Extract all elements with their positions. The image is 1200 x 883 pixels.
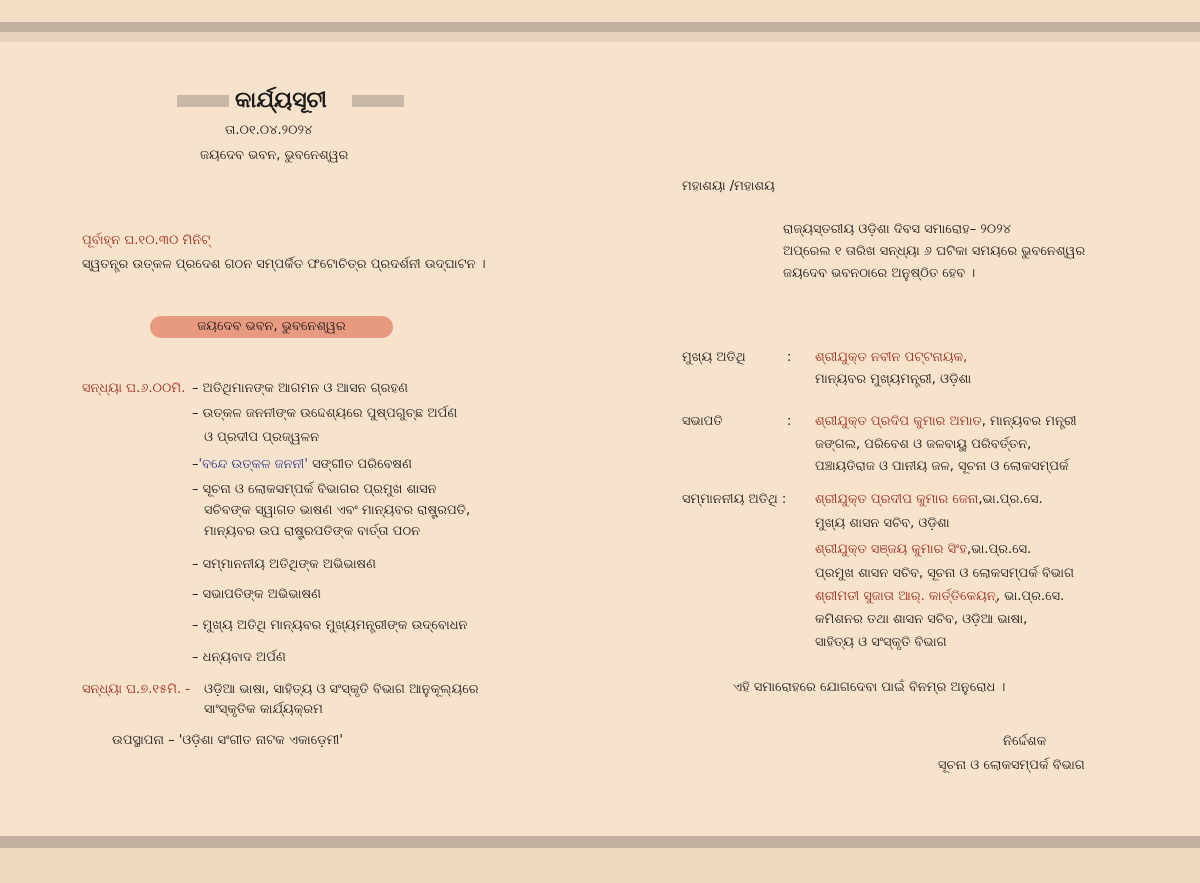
president-line-3: ପଞ୍ଚାୟତିରାଜ ଓ ପାନୀୟ ଜଳ, ସୂଚନା ଓ ଲୋକସମ୍ପର୍କ	[815, 459, 1069, 474]
programme-item-song: –'ବନ୍ଦେ ଉତ୍କଳ ଜନନୀ' ସଙ୍ଗୀତ ପରିବେଷଣ	[192, 457, 412, 472]
title-bar-left	[177, 95, 229, 107]
programme-item: ମାନ୍ୟବର ଉପ ରାଷ୍ଟ୍ରପତିଙ୍କ ବାର୍ତ୍ତା ପଠନ	[204, 524, 421, 539]
president-name: ଶ୍ରୀଯୁକ୍ତ ପ୍ରଦିପ କୁମାର ଅମାତ	[815, 414, 982, 429]
programme-item: – ଧନ୍ୟବାଦ ଅର୍ପଣ	[192, 650, 286, 665]
signature-department: ସୂଚନା ଓ ଲୋକସମ୍ପର୍କ ବିଭାଗ	[938, 758, 1085, 773]
guest-2-title: ପ୍ରମୁଖ ଶାସନ ସଚିବ, ସୂଚନା ଓ ଲୋକସମ୍ପର୍କ ବିଭାଗ	[815, 566, 1074, 581]
guest-3-line	[815, 588, 1064, 606]
page-title: କାର୍ଯ୍ୟସୂଚୀ	[235, 88, 327, 113]
venue-pill-label: ଜୟଦେବ ଭବନ, ଭୁବନେଶ୍ୱର	[197, 319, 346, 334]
attendance-request: ଏହି ସମାରୋହରେ ଯୋଗଦେବା ପାଇଁ ବିନମ୍ର ଅନୁରୋଧ ।	[733, 680, 1006, 695]
bottom-stripe	[0, 836, 1200, 848]
guest-2-name: ଶ୍ରୀଯୁକ୍ତ ସଞ୍ଜୟ କୁମାର ସିଂହ	[815, 542, 967, 557]
guest-1-suffix: ,ଭା.ପ୍ର.ସେ.	[978, 492, 1043, 507]
guest-3-title-1: କମିଶନର ତଥା ଶାସନ ସଚିବ, ଓଡ଼ିଆ ଭାଷା,	[815, 612, 1028, 627]
cultural-line-1: ଓଡ଼ିଆ ଭାଷା, ସାହିତ୍ୟ ଓ ସଂସ୍କୃତି ବିଭାଗ ଆନୁକୂଲ୍ୟରେ	[204, 682, 479, 697]
morning-event: ସ୍ୱତନ୍ତ୍ର ଉତ୍କଳ ପ୍ରଦେଶ ଗଠନ ସମ୍ପର୍କିତ ଫଟୋଚିତ୍ର ପ୍ରଦର୍ଶନୀ ଉଦ୍‌ଘାଟନ ।	[82, 257, 486, 272]
colon: :	[787, 414, 792, 429]
intro-line-2: ଅପ୍ରେଲ ୧ ତାରିଖ ସନ୍ଧ୍ୟା ୬ ଘଟିକା ସମୟରେ ଭୁବନେଶ୍ୱର	[783, 244, 1086, 259]
guest-2-suffix: ,ଭା.ପ୍ର.ସେ.	[966, 542, 1032, 557]
programme-venue: ଜୟଦେବ ଭବନ, ଭୁବନେଶ୍ୱର	[200, 148, 349, 163]
president-line-1	[815, 413, 1077, 431]
programme-item: ସଚିବଙ୍କ ସ୍ୱାଗତ ଭାଷଣ ଏବଂ ମାନ୍ୟବର ରାଷ୍ଟ୍ରପତି,	[204, 503, 471, 518]
bottom-band	[0, 848, 1200, 883]
president-line-2: ଜଙ୍ଗଲ, ପରିବେଶ ଓ ଜଳବାୟୁ ପରିବର୍ତ୍ତନ,	[815, 437, 1032, 452]
guest-1-title: ମୁଖ୍ୟ ଶାସନ ସଚିବ, ଓଡ଼ିଶା	[815, 516, 950, 531]
title-bar-right	[352, 95, 404, 107]
intro-line-1: ରାଜ୍ୟସ୍ତରୀୟ ଓଡ଼ିଶା ଦିବସ ସମାରୋହ– ୨୦୨୪	[783, 222, 1012, 237]
guest-3-title-2: ସାହିତ୍ୟ ଓ ସଂସ୍କୃତି ବିଭାଗ	[815, 635, 947, 650]
programme-date: ତା.୦୧.୦୪.୨୦୨୪	[225, 123, 313, 138]
evening-time-2: ସନ୍ଧ୍ୟା ଘ.୭.୧୫ମି. -	[82, 682, 190, 697]
presentation-credit: ଉପସ୍ଥାପନା – 'ଓଡ଼ିଶା ସଂଗୀତ ନାଟକ ଏକାଡ଼େମୀ'	[112, 733, 343, 748]
colon: :	[787, 350, 792, 365]
guest-2-line	[815, 541, 1031, 559]
guest-3-name: ଶ୍ରୀମତୀ ସୁଜାତା ଆର୍. କାର୍ତ୍ତିକେୟନ୍	[815, 589, 996, 604]
guest-1-name: ଶ୍ରୀଯୁକ୍ତ ପ୍ରଦୀପ କୁମାର ଜେନା	[815, 492, 979, 507]
song-suffix: ସଙ୍ଗୀତ ପରିବେଷଣ	[312, 457, 412, 472]
intro-line-3: ଜୟଦେବ ଭବନଠାରେ ଅନୁଷ୍ଠିତ ହେବ ।	[783, 266, 976, 281]
honoured-guests-label: ସମ୍ମାନନୀୟ ଅତିଥି :	[682, 492, 787, 507]
signature-title: ନିର୍ଦ୍ଦେଶକ	[1003, 734, 1047, 749]
guest-1-line	[815, 491, 1043, 509]
chief-guest-label: ମୁଖ୍ୟ ଅତିଥି	[682, 350, 746, 365]
song-name: 'ବନ୍ଦେ ଉତ୍କଳ ଜନନୀ'	[198, 457, 308, 472]
programme-item: ଓ ପ୍ରଦୀପ ପ୍ରଜ୍ୱଳନ	[204, 430, 320, 445]
cultural-line-2: ସାଂସ୍କୃତିକ କାର୍ଯ୍ୟକ୍ରମ	[204, 702, 323, 717]
guest-3-suffix: , ଭା.ପ୍ର.ସେ.	[995, 589, 1065, 604]
chief-guest-name: ଶ୍ରୀଯୁକ୍ତ ନବୀନ ପଟ୍ଟନାୟକ,	[815, 350, 968, 365]
top-band	[0, 0, 1200, 22]
salutation: ମହାଶୟା /ମହାଶୟ	[682, 179, 775, 194]
programme-item: – ସମ୍ମାନନୀୟ ଅତିଥିଙ୍କ ଅଭିଭାଷଣ	[192, 557, 376, 572]
programme-item: – ମୁଖ୍ୟ ଅତିଥି ମାନ୍ୟବର ମୁଖ୍ୟମନ୍ତ୍ରୀଙ୍କ ଉଦ୍‌ବୋଧନ	[192, 618, 468, 633]
top-stripe-light	[0, 32, 1200, 42]
programme-item: – ଉତ୍କଳ ଜନନୀଙ୍କ ଉଦ୍ଦେଶ୍ୟରେ ପୁଷ୍ପଗୁଚ୍ଛ ଅର୍ପଣ	[192, 406, 458, 421]
president-label: ସଭାପତି	[682, 414, 723, 429]
programme-item: – ଅତିଥିମାନଙ୍କ ଆଗମନ ଓ ଆସନ ଗ୍ରହଣ	[192, 381, 408, 396]
chief-guest-title: ମାନ୍ୟବର ମୁଖ୍ୟମନ୍ତ୍ରୀ, ଓଡ଼ିଶା	[815, 372, 972, 387]
morning-time: ପୂର୍ବାହ୍ନ ଘ.୧୦.୩୦ ମିନିଟ୍	[82, 233, 211, 248]
evening-time-1: ସନ୍ଧ୍ୟା ଘ.୬.୦୦ମି.	[82, 381, 186, 396]
programme-item: – ସଭାପତିଙ୍କ ଅଭିଭାଷଣ	[192, 587, 321, 602]
programme-item: – ସୂଚନା ଓ ଲୋକସମ୍ପର୍କ ବିଭାଗର ପ୍ରମୁଖ ଶାସନ	[192, 482, 437, 497]
top-stripe	[0, 22, 1200, 32]
president-role: , ମାନ୍ୟବର ମନ୍ତ୍ରୀ	[981, 414, 1077, 429]
